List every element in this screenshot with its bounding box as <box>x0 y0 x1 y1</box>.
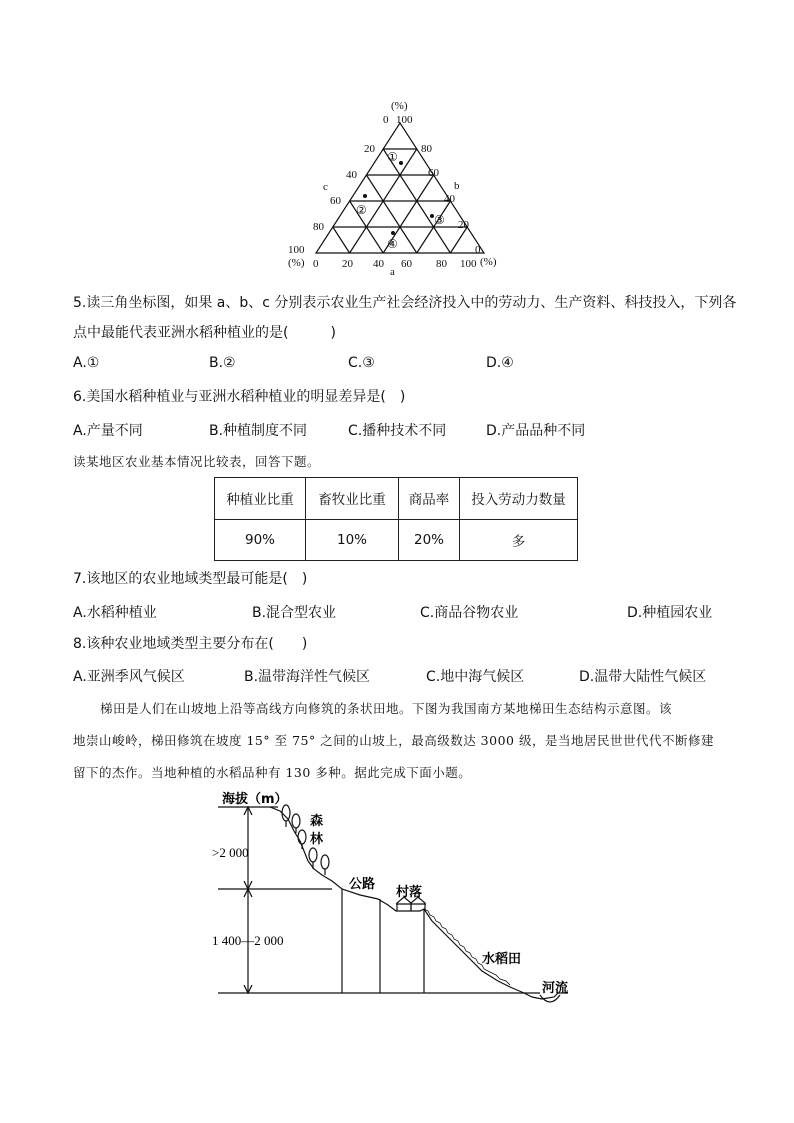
terrace-forest-label-1: 森 <box>310 814 324 829</box>
q5-option-b[interactable]: B.② <box>209 355 236 371</box>
q7-option-d[interactable]: D.种植园农业 <box>627 605 713 621</box>
q7-option-b[interactable]: B.混合型农业 <box>252 605 337 621</box>
tri-left-tick: 80 <box>313 221 324 233</box>
tri-axis-a: a <box>390 266 395 278</box>
table-header-cell: 商品率 <box>399 478 460 520</box>
table-header-cell: 种植业比重 <box>215 478 306 520</box>
tri-bottom-tick: 40 <box>373 258 384 270</box>
terrace-paddy-label: 水稻田 <box>482 952 522 967</box>
tri-right-tick: 60 <box>428 167 439 179</box>
tri-bottom-tick: 20 <box>342 258 353 270</box>
table-header-row <box>215 478 578 520</box>
terrace-lower-range: 1 400—2 000 <box>212 933 284 948</box>
terrace-y-label: 海拔（m） <box>222 792 288 807</box>
terrace-forest-label-2: 林 <box>310 832 324 847</box>
tri-axis-b: b <box>454 180 460 192</box>
q5-option-d[interactable]: D.④ <box>486 355 514 371</box>
tri-top-hundred: 100 <box>396 114 413 126</box>
q5-stem-line2: 点中最能代表亚洲水稻种植业的是( ) <box>73 325 336 341</box>
passage-line2: 地崇山峻岭，梯田修筑在坡度 15° 至 75° 之间的山坡上，最高级数达 3000 级，是当地居民世世代代不断修建 <box>73 733 714 748</box>
tri-left-tick: 40 <box>346 169 357 181</box>
q7-option-a[interactable]: A.水稻种植业 <box>73 605 157 621</box>
tri-bottom-tick: 100 <box>460 258 477 270</box>
tri-top-zero: 0 <box>383 114 389 126</box>
table-cell: 10% <box>306 519 399 561</box>
point-2-dot <box>363 194 367 198</box>
q5-option-a[interactable]: A.① <box>73 355 100 371</box>
tri-bottom-tick: 60 <box>401 258 412 270</box>
passage-line1: 梯田是人们在山坡地上沿等高线方向修筑的条状田地。下图为我国南方某地梯田生态结构示意图。该 <box>100 701 673 716</box>
tri-right-zero: 0 <box>475 244 481 256</box>
q8-stem: 8.该种农业地域类型主要分布在( ) <box>73 636 308 652</box>
q6-option-b[interactable]: B.种植制度不同 <box>209 423 308 439</box>
q5-option-c[interactable]: C.③ <box>348 355 375 371</box>
q8-option-b[interactable]: B.温带海洋性气候区 <box>244 669 371 685</box>
q7-stem: 7.该地区的农业地域类型最可能是( ) <box>73 571 308 587</box>
tri-point-label-4: ④ <box>387 237 398 251</box>
q6-stem: 6.美国水稻种植业与亚洲水稻种植业的明显差异是( ) <box>73 389 406 405</box>
table-cell: 多 <box>460 519 578 561</box>
tri-right-unit: (%) <box>480 256 497 268</box>
tri-top-unit: (%) <box>391 100 408 112</box>
table-cell: 20% <box>399 519 460 561</box>
tri-right-tick: 80 <box>421 143 432 155</box>
point-1-dot <box>399 161 403 165</box>
table-intro: 读某地区农业基本情况比较表，回答下题。 <box>73 454 321 469</box>
q8-option-c[interactable]: C.地中海气候区 <box>426 669 525 685</box>
q8-option-a[interactable]: A.亚洲季风气候区 <box>73 669 185 685</box>
tri-left-tick: 20 <box>364 143 375 155</box>
point-4-dot <box>391 231 395 235</box>
tri-right-tick: 40 <box>444 193 455 205</box>
table-header-cell: 投入劳动力数量 <box>460 478 578 520</box>
tri-left-tick: 60 <box>330 195 341 207</box>
tri-point-label-3: ③ <box>434 213 445 227</box>
q7-option-c[interactable]: C.商品谷物农业 <box>420 605 519 621</box>
agriculture-table <box>214 477 578 561</box>
q6-option-a[interactable]: A.产量不同 <box>73 423 143 439</box>
tri-left-hundred: 100 <box>288 244 305 256</box>
q5-stem-line1: 5.读三角坐标图，如果 a、b、c 分别表示农业生产社会经济投入中的劳动力、生产资料、科技投入，下列各 <box>73 295 737 311</box>
table-row <box>215 519 578 561</box>
tri-bottom-tick: 80 <box>436 258 447 270</box>
tri-bottom-tick: 0 <box>313 258 319 270</box>
terrace-road-label: 公路 <box>349 877 376 892</box>
tri-left-unit: (%) <box>288 257 305 269</box>
table-cell: 90% <box>215 519 306 561</box>
tri-point-label-2: ② <box>356 203 367 217</box>
terrace-diagram <box>210 785 590 1015</box>
tri-right-tick: 20 <box>458 219 469 231</box>
tri-axis-c: c <box>323 181 328 193</box>
q6-option-c[interactable]: C.播种技术不同 <box>348 423 447 439</box>
ternary-diagram <box>280 95 520 280</box>
passage-line3: 留下的杰作。当地种植的水稻品种有 130 多种。据此完成下面小题。 <box>73 765 472 780</box>
q8-option-d[interactable]: D.温带大陆性气候区 <box>579 669 707 685</box>
terrace-village-label: 村落 <box>396 885 423 900</box>
table-header-cell: 畜牧业比重 <box>306 478 399 520</box>
q6-option-d[interactable]: D.产品品种不同 <box>486 423 586 439</box>
tri-point-label-1: ① <box>387 150 398 164</box>
terrace-upper-range: >2 000 <box>212 845 249 860</box>
terrace-river-label: 河流 <box>542 981 569 996</box>
